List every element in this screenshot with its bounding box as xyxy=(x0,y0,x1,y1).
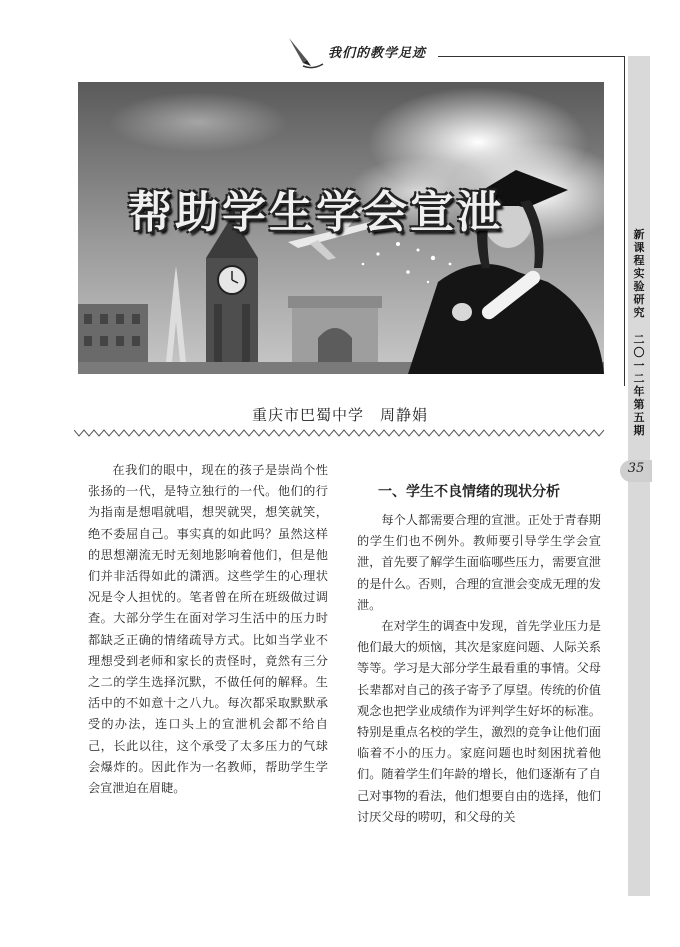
body-paragraph: 在我们的眼中，现在的孩子是崇尚个性张扬的一代，是特立独行的一代。他们的行为指南是想唱就唱，想哭就哭，想笑就笑，绝不委屈自己。事实真的如此吗？虽然这样的思想潮流无时无刻地影响着他们，但是他们并非活得如此的潇洒。这些学生的心理状况是令人担忧的。笔者曾在所在班级做过调查。大部分学生在面对学习生活中的压力时都缺乏正确的情绪疏导方式。比如当学业不理想受到老师和家长的责怪时，竟然有三分之二的学生选择沉默，不做任何的解释。生活中的不如意十之八九。每次都采取默默承受的办法，连口头上的宣泄机会都不给自己，长此以往，这个承受了太多压力的气球会爆炸的。因此作为一名教师，帮助学生学会宣泄迫在眉睫。 xyxy=(88,463,328,796)
side-date-char: 一 xyxy=(633,359,645,372)
body-paragraph: 每个人都需要合理的宣泄。正处于青春期的学生们也不例外。教师要引导学生学会宣泄，首先要了解学生面临哪些压力，需要宣泄的是什么。否则，合理的宣泄会变成无理的发泄。 xyxy=(357,513,601,612)
side-date-char: 期 xyxy=(633,424,645,437)
header-vertical-rule xyxy=(624,56,625,386)
side-journal-char: 究 xyxy=(633,306,645,319)
page-number: 35 xyxy=(627,461,645,476)
header-rule xyxy=(438,56,624,57)
section-heading: 一、学生不良情绪的现状分析 xyxy=(378,484,560,500)
pen-icon xyxy=(285,36,325,72)
side-date-char: 〇 xyxy=(633,346,645,359)
side-date-char: 二 xyxy=(633,333,645,346)
zigzag-divider xyxy=(74,428,606,438)
article-byline: 重庆市巴蜀中学 周静娟 xyxy=(251,406,428,424)
side-journal-char: 新 xyxy=(633,228,645,241)
article-title: 帮助学生学会宣泄 xyxy=(128,187,504,238)
side-date-char: 五 xyxy=(633,411,645,424)
body-paragraph: 在对学生的调查中发现，首先学业压力是他们最大的烦恼，其次是家庭问题、人际关系等等。学习是大部分学生最看重的事情。父母长辈都对自己的孩子寄予了厚望。传统的价值观念也把学业成绩作为评判学生好坏的标准。特别是重点名校的学生，激烈的竞争让他们面临着不小的压力。家庭问题也时刻困扰着他们。随着学生们年龄的增长，他们逐渐有了自己对事物的看法，他们想要自由的选择，他们讨厌父母的唠叨，和父母的关 xyxy=(357,619,601,824)
side-journal-char: 程 xyxy=(633,254,645,267)
side-journal-char: 课 xyxy=(633,241,645,254)
side-spacer xyxy=(629,319,649,333)
side-journal-char: 验 xyxy=(633,280,645,293)
side-journal-char: 实 xyxy=(633,267,645,280)
left-column xyxy=(88,460,328,799)
side-date-char: 第 xyxy=(633,398,645,411)
side-date-char: 二 xyxy=(633,372,645,385)
journal-section-title: 我们的教学足迹 xyxy=(328,46,427,61)
right-column xyxy=(357,510,601,828)
side-journal-char: 研 xyxy=(633,293,645,306)
side-date-char: 年 xyxy=(633,385,645,398)
